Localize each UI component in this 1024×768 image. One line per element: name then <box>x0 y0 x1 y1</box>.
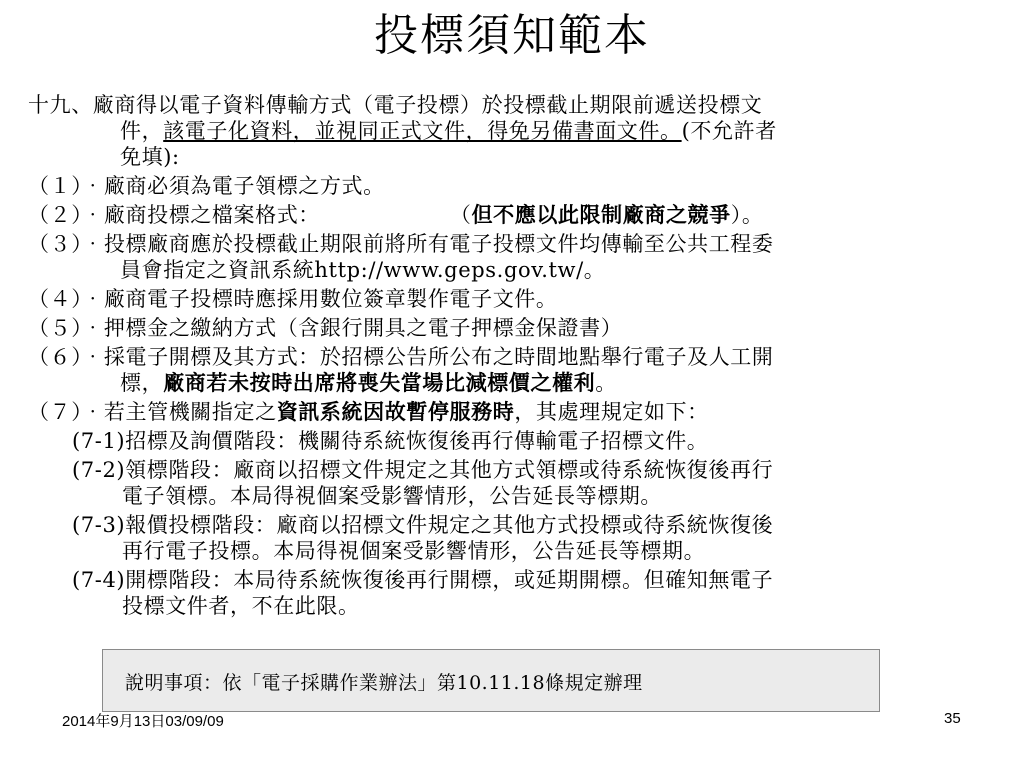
note-box <box>102 649 880 712</box>
subitem-7-2-line-1: (7-2)領標階段：廠商以招標文件規定之其他方式領標或待系統恢復後再行 <box>72 458 774 482</box>
item-2-paren-open: （ <box>449 203 472 227</box>
item-6-line-2-tail: 。 <box>595 371 617 395</box>
item-6-line-2 <box>28 370 1004 396</box>
item-5-text: （５）‧押標金之繳納方式（含銀行開具之電子押標金保證書） <box>28 316 623 340</box>
subitem-7-1-text: (7-1)招標及詢價階段：機關待系統恢復後再行傳輸電子招標文件。 <box>72 429 709 453</box>
item-19-underlined-text: 該電子化資料，並視同正式文件，得免另備書面文件。 <box>163 119 682 143</box>
subitem-7-1 <box>72 428 1004 454</box>
subitem-7-3 <box>72 512 1004 564</box>
note-text: 說明事項：依「電子採購作業辦法」第10.11.18條規定辦理 <box>125 672 643 694</box>
main-content <box>28 92 1004 622</box>
item-7-bold-text: 資訊系統因故暫停服務時 <box>276 399 515 424</box>
item-6 <box>28 344 1004 396</box>
item-19-line-3: 免填): <box>120 145 180 169</box>
subitem-7-4 <box>72 567 1004 619</box>
subitem-7-3-line-2: 再行電子投標。本局得視個案受影響情形，公告延長等標期。 <box>122 539 706 563</box>
item-4 <box>28 286 1004 312</box>
page-number: 35 <box>944 710 961 727</box>
item-19-line-2-tail: (不允許者 <box>681 119 777 143</box>
item-19-line-1: 十九、廠商得以電子資料傳輸方式（電子投標）於投標截止期限前遞送投標文 <box>28 93 763 117</box>
item-5 <box>28 315 1004 341</box>
item-3 <box>28 231 1004 283</box>
item-2-plain: （２）‧廠商投標之檔案格式： <box>28 203 320 227</box>
item-19-line-2-plain: 件， <box>120 119 164 143</box>
item-3-line-2: 員會指定之資訊系統http://www.geps.gov.tw/。 <box>120 258 606 282</box>
item-4-text: （４）‧廠商電子投標時應採用數位簽章製作電子文件。 <box>28 287 558 311</box>
item-7-plain: （７）‧若主管機關指定之 <box>28 400 277 424</box>
item-2-bold-text: 但不應以此限制廠商之競爭 <box>471 202 731 227</box>
page-title: 投標須知範本 <box>374 10 650 61</box>
item-2-paren-close: ）。 <box>730 203 764 227</box>
item-19-line-2 <box>28 118 1004 144</box>
subitem-7-2 <box>72 457 1004 509</box>
item-1 <box>28 173 1004 199</box>
item-1-text: （１）‧廠商必須為電子領標之方式。 <box>28 174 385 198</box>
item-2 <box>28 202 1004 228</box>
item-6-line-2-plain: 標， <box>120 371 164 395</box>
item-3-line-1: （３）‧投標廠商應於投標截止期限前將所有電子投標文件均傳輸至公共工程委 <box>28 232 774 256</box>
item-7 <box>28 399 1004 425</box>
subitem-7-2-line-2: 電子領標。本局得視個案受影響情形，公告延長等標期。 <box>122 484 662 508</box>
footer-date: 2014年9月13日03/09/09 <box>62 713 224 730</box>
item-7-line <box>28 399 1004 425</box>
item-2-line <box>28 202 1004 228</box>
item-7-tail: ，其處理規定如下： <box>514 400 709 424</box>
subitem-7-3-line-1: (7-3)報價投標階段：廠商以招標文件規定之其他方式投標或待系統恢復後 <box>72 513 774 537</box>
subitem-7-4-line-1: (7-4)開標階段：本局待系統恢復後再行開標，或延期開標。但確知無電子 <box>72 568 774 592</box>
item-19 <box>28 92 1004 170</box>
item-6-bold-text: 廠商若未按時出席將喪失當場比減標價之權利 <box>163 370 596 395</box>
subitem-7-4-line-2: 投標文件者，不在此限。 <box>122 594 360 618</box>
item-6-line-1: （６）‧採電子開標及其方式：於招標公告所公布之時間地點舉行電子及人工開 <box>28 345 774 369</box>
